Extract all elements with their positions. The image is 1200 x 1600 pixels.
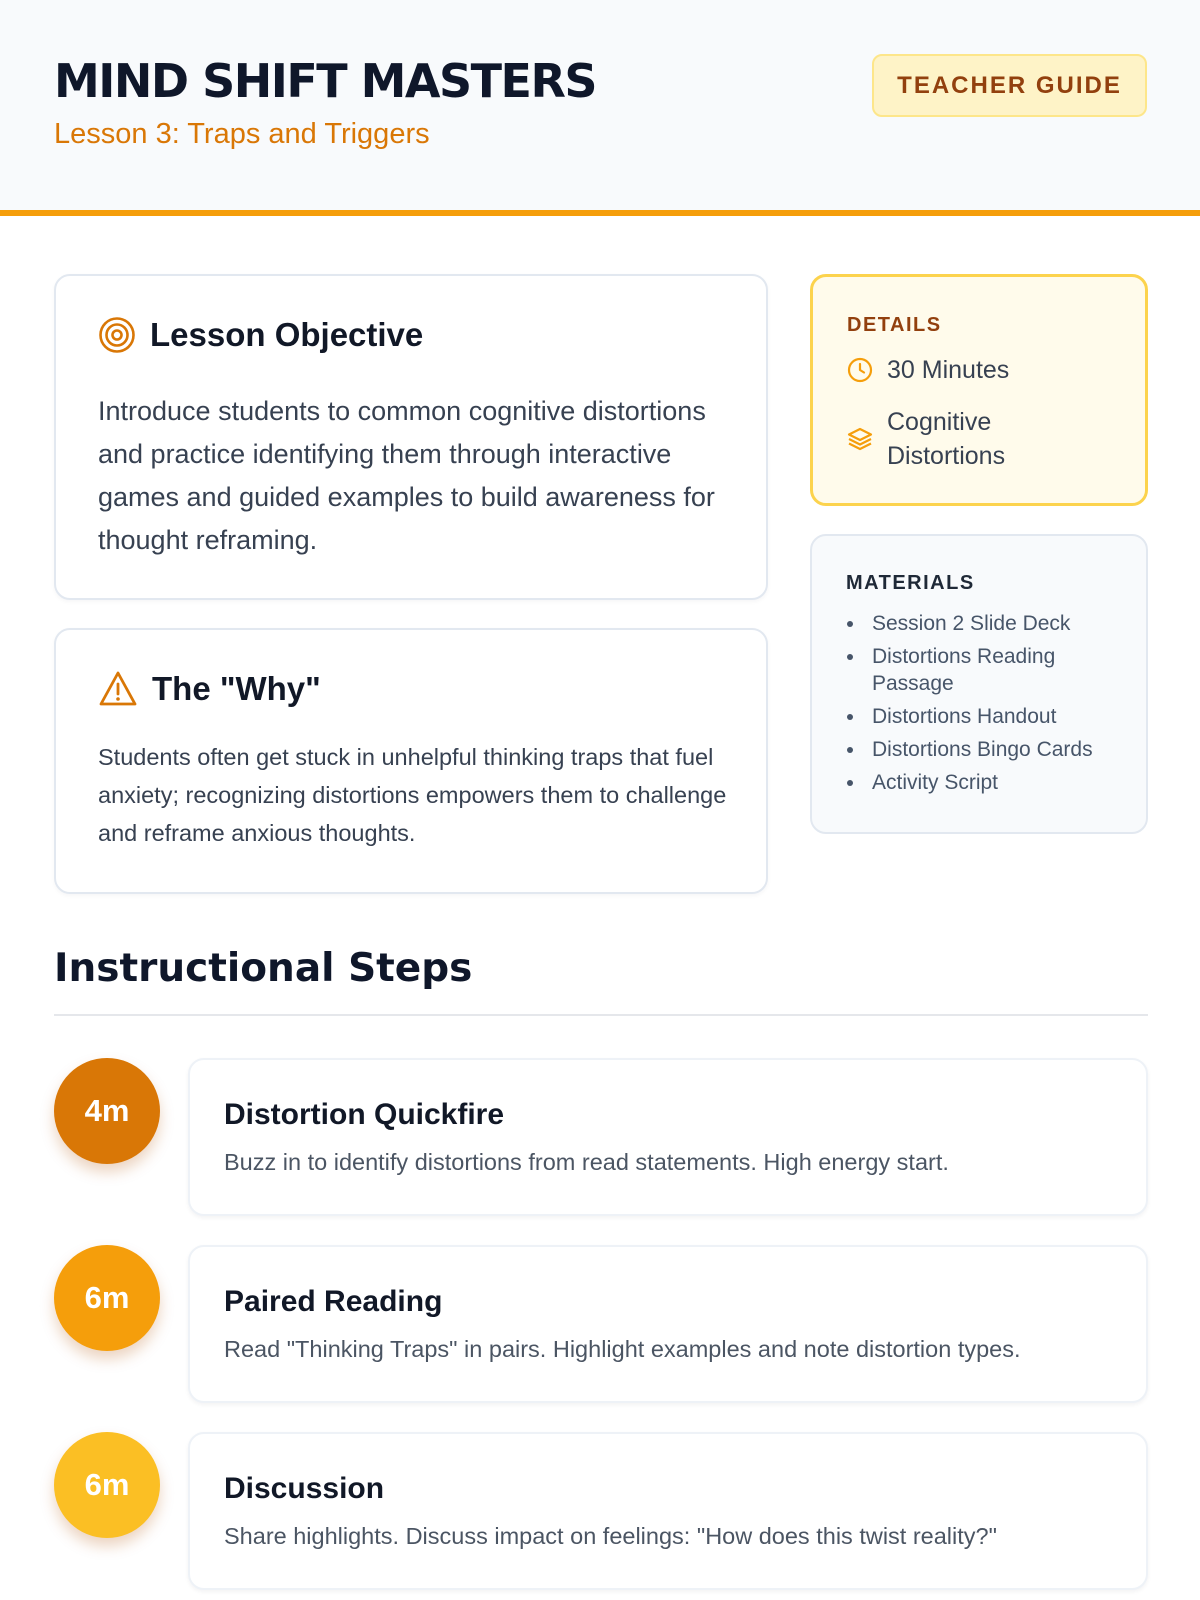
material-item: Session 2 Slide Deck — [872, 610, 1142, 637]
materials-label: MATERIALS — [846, 572, 975, 594]
duration-text: 30 Minutes — [887, 356, 1010, 384]
step-card — [188, 1245, 1148, 1403]
objective-card — [54, 274, 768, 600]
step-description: Share highlights. Discuss impact on feelings: "How does this twist reality?" — [224, 1523, 997, 1549]
duration-row — [847, 353, 1009, 387]
lesson-subtitle: Lesson 3: Traps and Triggers — [54, 118, 430, 150]
objective-title: Lesson Objective — [150, 316, 424, 353]
step-title: Distortion Quickfire — [224, 1098, 505, 1131]
topic-text: Cognitive Distortions — [887, 408, 1006, 470]
step-title: Discussion — [224, 1472, 385, 1505]
step-item — [54, 1432, 1148, 1590]
why-card — [54, 628, 768, 894]
materials-list — [872, 610, 1142, 802]
step-item — [54, 1245, 1148, 1403]
step-time-badge: 4m — [54, 1058, 160, 1164]
page-header — [0, 0, 1200, 216]
steps-section-title: Instructional Steps — [54, 946, 473, 991]
why-title: The "Why" — [152, 670, 321, 707]
details-label: DETAILS — [847, 314, 942, 336]
page-title: MIND SHIFT MASTERS — [54, 54, 597, 108]
step-time-badge: 6m — [54, 1432, 160, 1538]
topic-row — [847, 405, 1057, 473]
material-item: Activity Script — [872, 769, 1142, 796]
objective-text: Introduce students to common cognitive distortions and practice identifying them through interactive games and guided examples to build awareness for thought reframing. — [98, 396, 715, 555]
step-time-badge: 6m — [54, 1245, 160, 1351]
step-description: Read "Thinking Traps" in pairs. Highlight examples and note distortion types. — [224, 1336, 1021, 1362]
clock-icon — [847, 357, 873, 383]
material-item: Distortions Bingo Cards — [872, 736, 1142, 763]
material-item: Distortions Reading Passage — [872, 643, 1142, 697]
material-item: Distortions Handout — [872, 703, 1142, 730]
step-card — [188, 1432, 1148, 1590]
section-divider — [54, 1014, 1148, 1016]
why-heading — [98, 670, 321, 708]
step-card — [188, 1058, 1148, 1216]
step-description: Buzz in to identify distortions from read statements. High energy start. — [224, 1149, 949, 1175]
details-panel — [810, 274, 1148, 506]
objective-heading — [98, 316, 423, 354]
warning-icon — [98, 670, 138, 708]
step-title: Paired Reading — [224, 1285, 443, 1318]
materials-panel — [810, 534, 1148, 834]
teacher-guide-badge: TEACHER GUIDE — [872, 54, 1147, 117]
layers-icon — [847, 426, 873, 452]
step-item — [54, 1058, 1148, 1216]
why-text: Students often get stuck in unhelpful thinking traps that fuel anxiety; recognizing distortions empowers them to challenge and reframe anxious thoughts. — [98, 744, 727, 846]
target-icon — [98, 316, 136, 354]
